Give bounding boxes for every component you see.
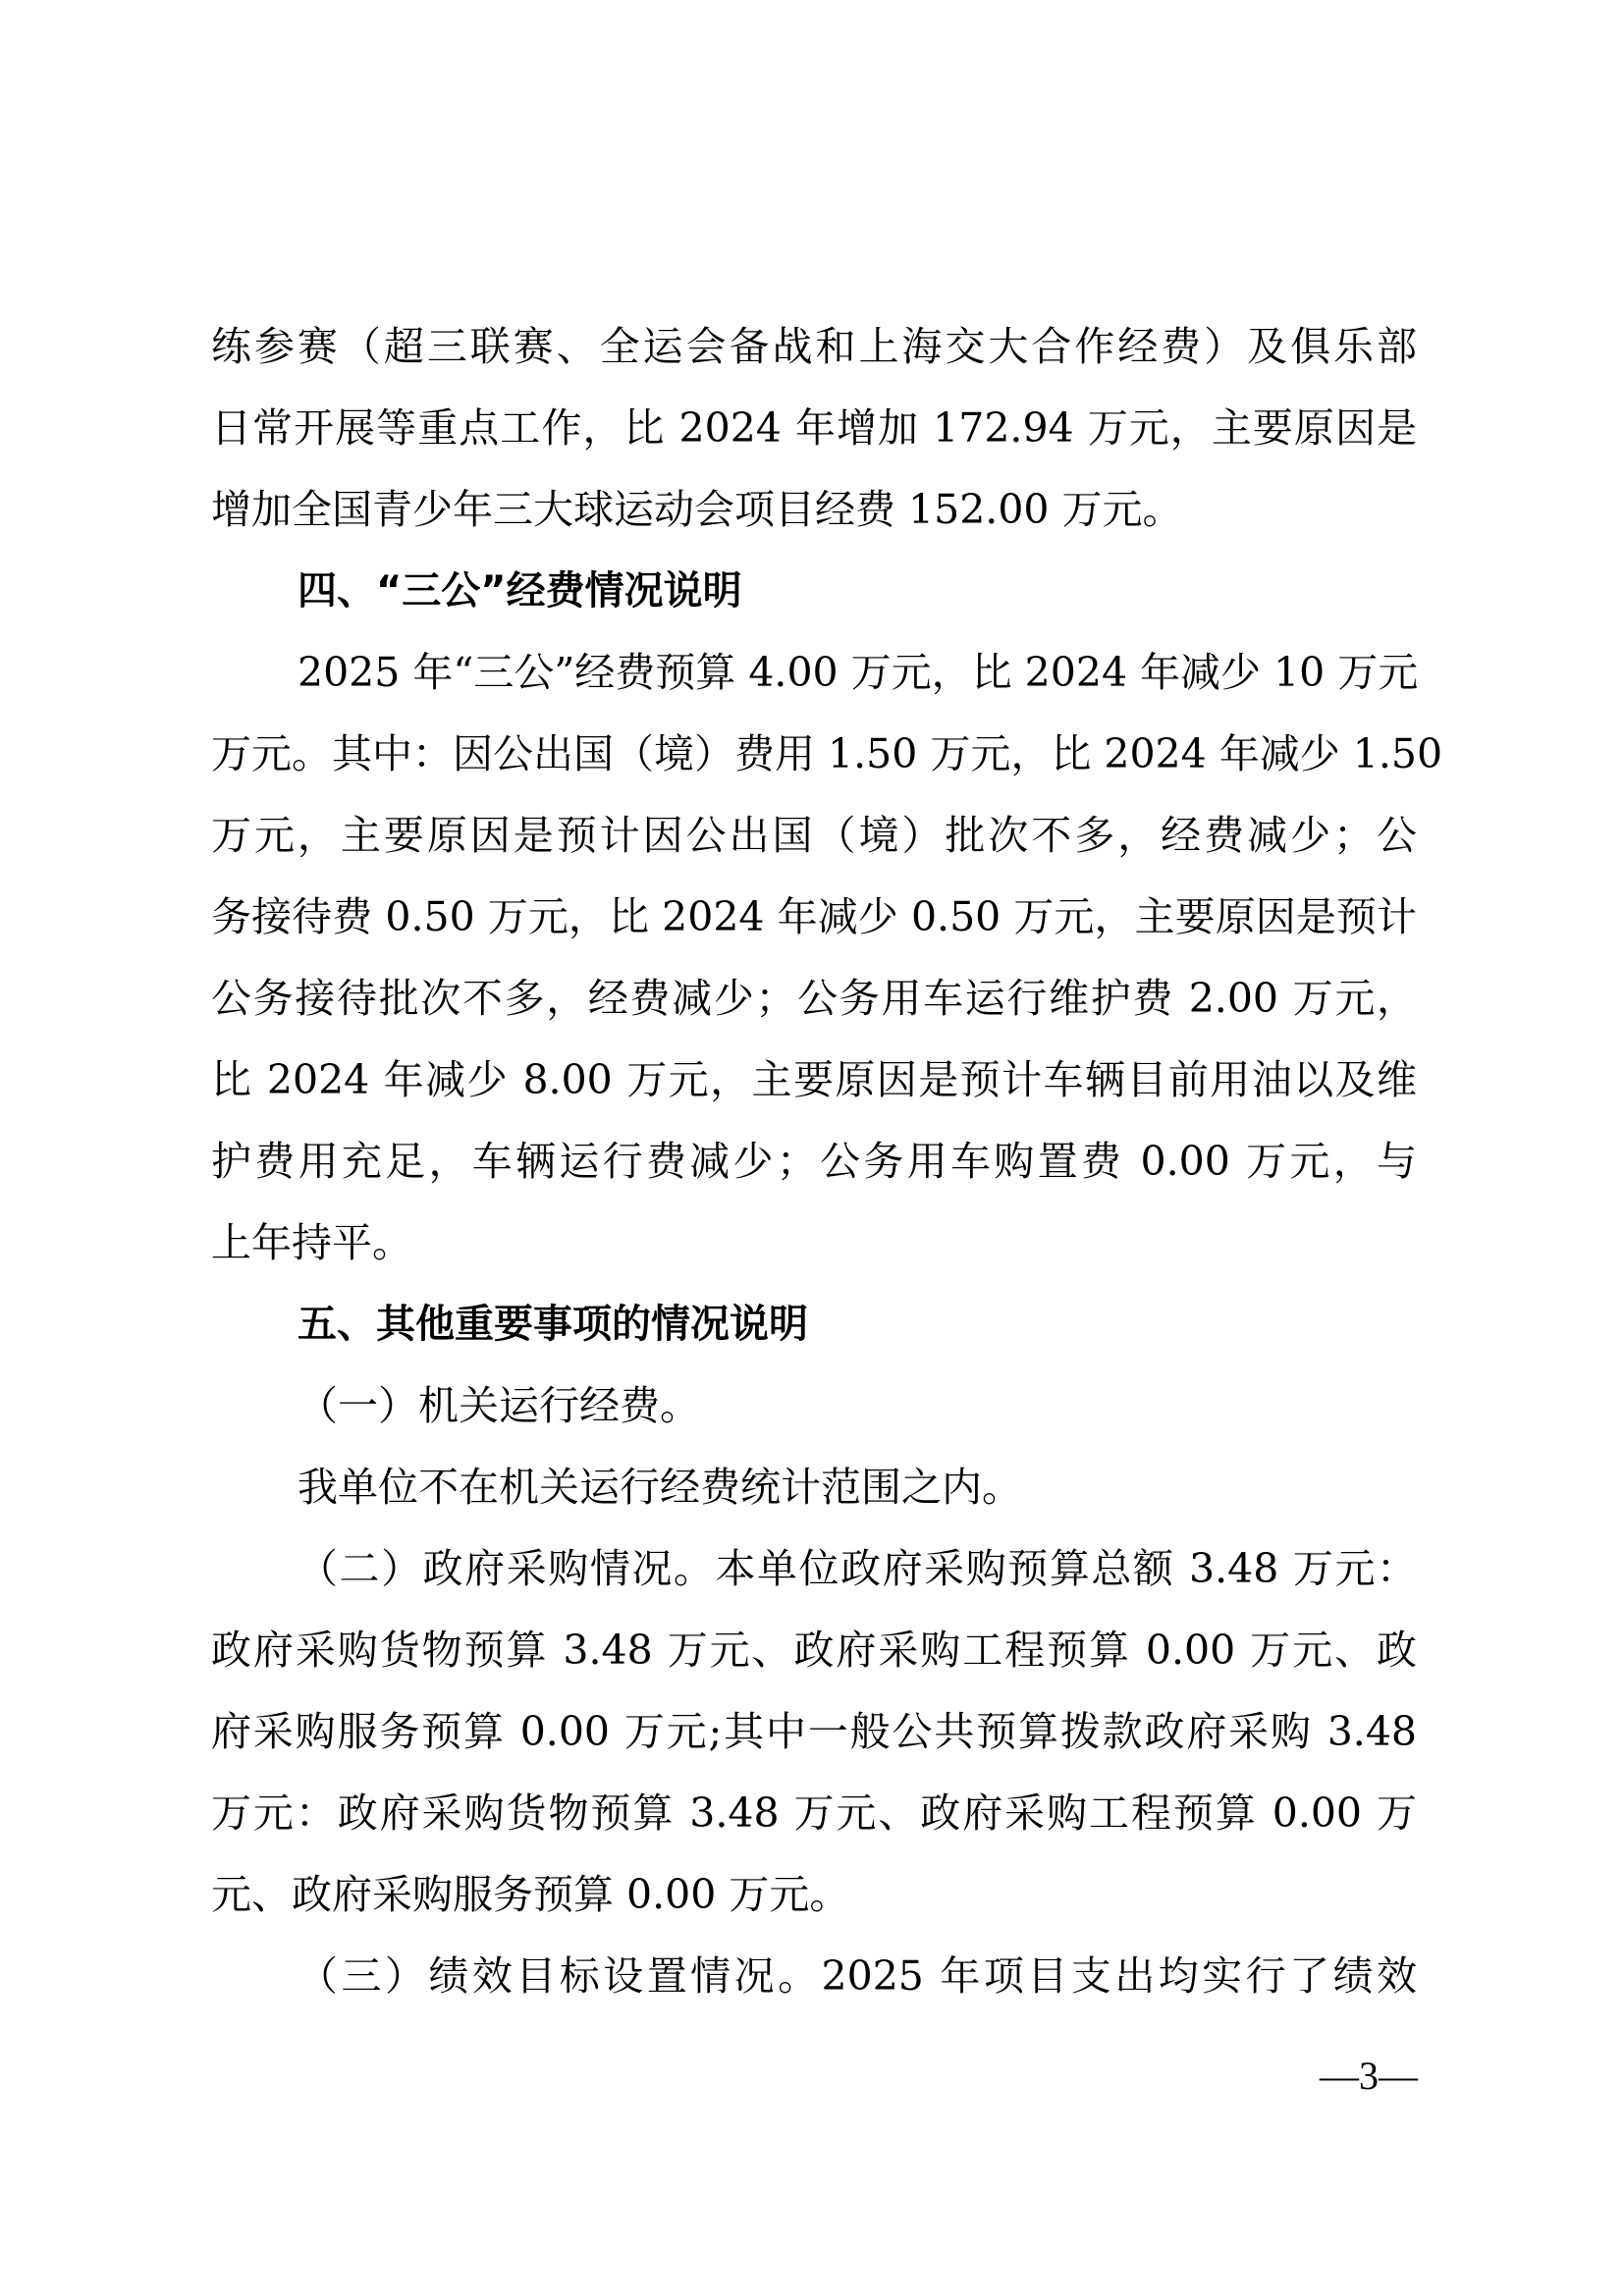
paragraph-line: 元、政府采购服务预算 0.00 万元。 <box>211 1871 850 1918</box>
paragraph-line: 务接待费 0.50 万元，比 2024 年减少 0.50 万元，主要原因是预计 <box>211 893 1417 940</box>
paragraph-line: 2025 年“三公”经费预算 4.00 万元，比 2024 年减少 10 万元 <box>298 649 1419 696</box>
paragraph-line: 练参赛（超三联赛、全运会备战和上海交大合作经费）及俱乐部 <box>211 323 1417 370</box>
section-heading-five: 五、其他重要事项的情况说明 <box>298 1302 808 1347</box>
paragraph-line: 政府采购货物预算 3.48 万元、政府采购工程预算 0.00 万元、政 <box>211 1627 1417 1674</box>
paragraph-line: 公务接待批次不多，经费减少；公务用车运行维护费 2.00 万元， <box>211 975 1417 1022</box>
section-heading-four: 四、“三公”经费情况说明 <box>298 568 742 614</box>
paragraph-line: 我单位不在机关运行经费统计范围之内。 <box>298 1464 1022 1511</box>
paragraph-line: （二）政府采购情况。本单位政府采购预算总额 3.48 万元： <box>298 1545 1417 1592</box>
paragraph-line: 日常开展等重点工作，比 2024 年增加 172.94 万元，主要原因是 <box>211 404 1417 452</box>
paragraph-line: 增加全国青少年三大球运动会项目经费 152.00 万元。 <box>211 486 1183 533</box>
paragraph-line: 府采购服务预算 0.00 万元;其中一般公共预算拨款政府采购 3.48 <box>211 1708 1417 1755</box>
page-number: —3— <box>1320 2054 1418 2098</box>
paragraph-line: 上年持平。 <box>211 1219 412 1266</box>
paragraph-line: 护费用充足，车辆运行费减少；公务用车购置费 0.00 万元，与 <box>211 1138 1417 1185</box>
paragraph-line: 比 2024 年减少 8.00 万元，主要原因是预计车辆目前用油以及维 <box>211 1056 1417 1103</box>
subsection-title: （一）机关运行经费。 <box>298 1382 700 1429</box>
paragraph-line: 万元：政府采购货物预算 3.48 万元、政府采购工程预算 0.00 万 <box>211 1789 1417 1837</box>
paragraph-line: 万元，主要原因是预计因公出国（境）批次不多，经费减少；公 <box>211 812 1417 859</box>
paragraph-line: 万元。其中：因公出国（境）费用 1.50 万元，比 2024 年减少 1.50 <box>211 730 1443 777</box>
document-page <box>211 306 1443 2017</box>
paragraph-line: （三）绩效目标设置情况。2025 年项目支出均实行了绩效 <box>298 1952 1417 2000</box>
